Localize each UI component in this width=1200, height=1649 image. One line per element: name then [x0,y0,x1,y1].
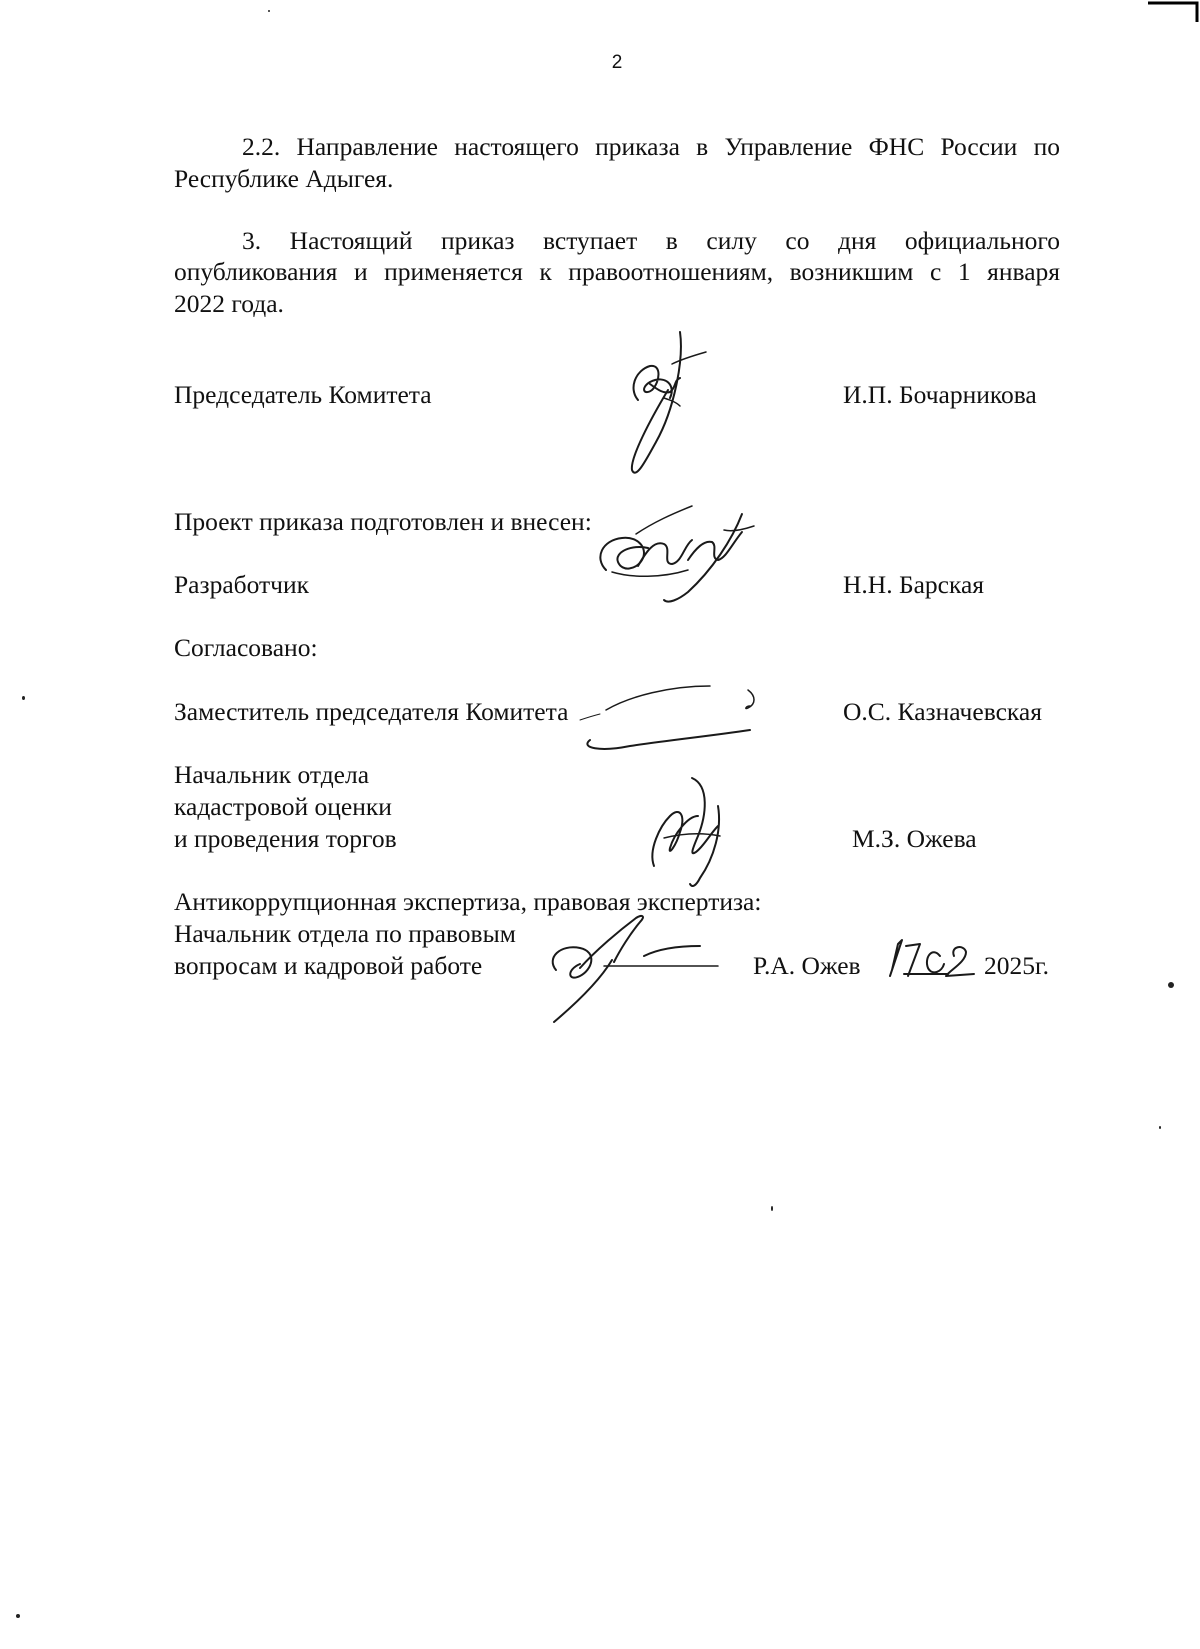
developer-signature [592,500,772,610]
handwritten-date-17-02 [880,936,990,986]
deputy-signature [560,670,780,760]
expertise-heading: Антикоррупционная экспертиза, правовая экспертиза: [174,887,762,916]
chairman-title: Председатель Комитета [174,380,432,409]
agreed-heading: Согласовано: [174,633,318,662]
cadastral-head-name: М.З. Ожева [852,824,977,853]
page-number: 2 [611,52,623,73]
scan-corner-mark [1140,0,1200,24]
expertise-title-line1: Начальник отдела по правовым [174,919,516,948]
developer-role: Разработчик [174,570,310,599]
deputy-name: О.С. Казначевская [843,697,1042,726]
chairman-name: И.П. Бочарникова [843,380,1037,409]
scan-speck [268,10,270,12]
prepared-heading: Проект приказа подготовлен и внесен: [174,507,592,536]
paragraph-3-line2: опубликования и применяется к правоотношениям, возникшим с 1 января [174,257,1060,286]
cadastral-head-title-line2: кадастровой оценки [174,792,392,821]
deputy-title: Заместитель председателя Комитета [174,697,569,726]
paragraph-3-line3: 2022 года. [174,289,284,318]
chairman-signature [610,330,720,480]
scan-speck [16,1614,20,1618]
paragraph-2-2-line1: 2.2. Направление настоящего приказа в Управление ФНС России по [242,132,1060,161]
paragraph-2-2-line2: Республике Адыгея. [174,164,394,193]
scan-speck [22,696,25,700]
paragraph-3-line1: 3. Настоящий приказ вступает в силу со дня официального [242,226,1060,255]
scan-speck [1168,982,1174,988]
scan-speck [771,1206,773,1211]
expertise-signature [540,910,740,1030]
cadastral-head-signature [640,776,750,896]
expertise-date-year: 2025г. [984,951,1049,980]
cadastral-head-title-line1: Начальник отдела [174,760,370,789]
scan-speck [1159,1126,1161,1129]
expertise-title-line2: вопросам и кадровой работе [174,951,483,980]
cadastral-head-title-line3: и проведения торгов [174,824,397,853]
developer-name: Н.Н. Барская [843,570,985,599]
expertise-name: Р.А. Ожев [753,951,861,980]
